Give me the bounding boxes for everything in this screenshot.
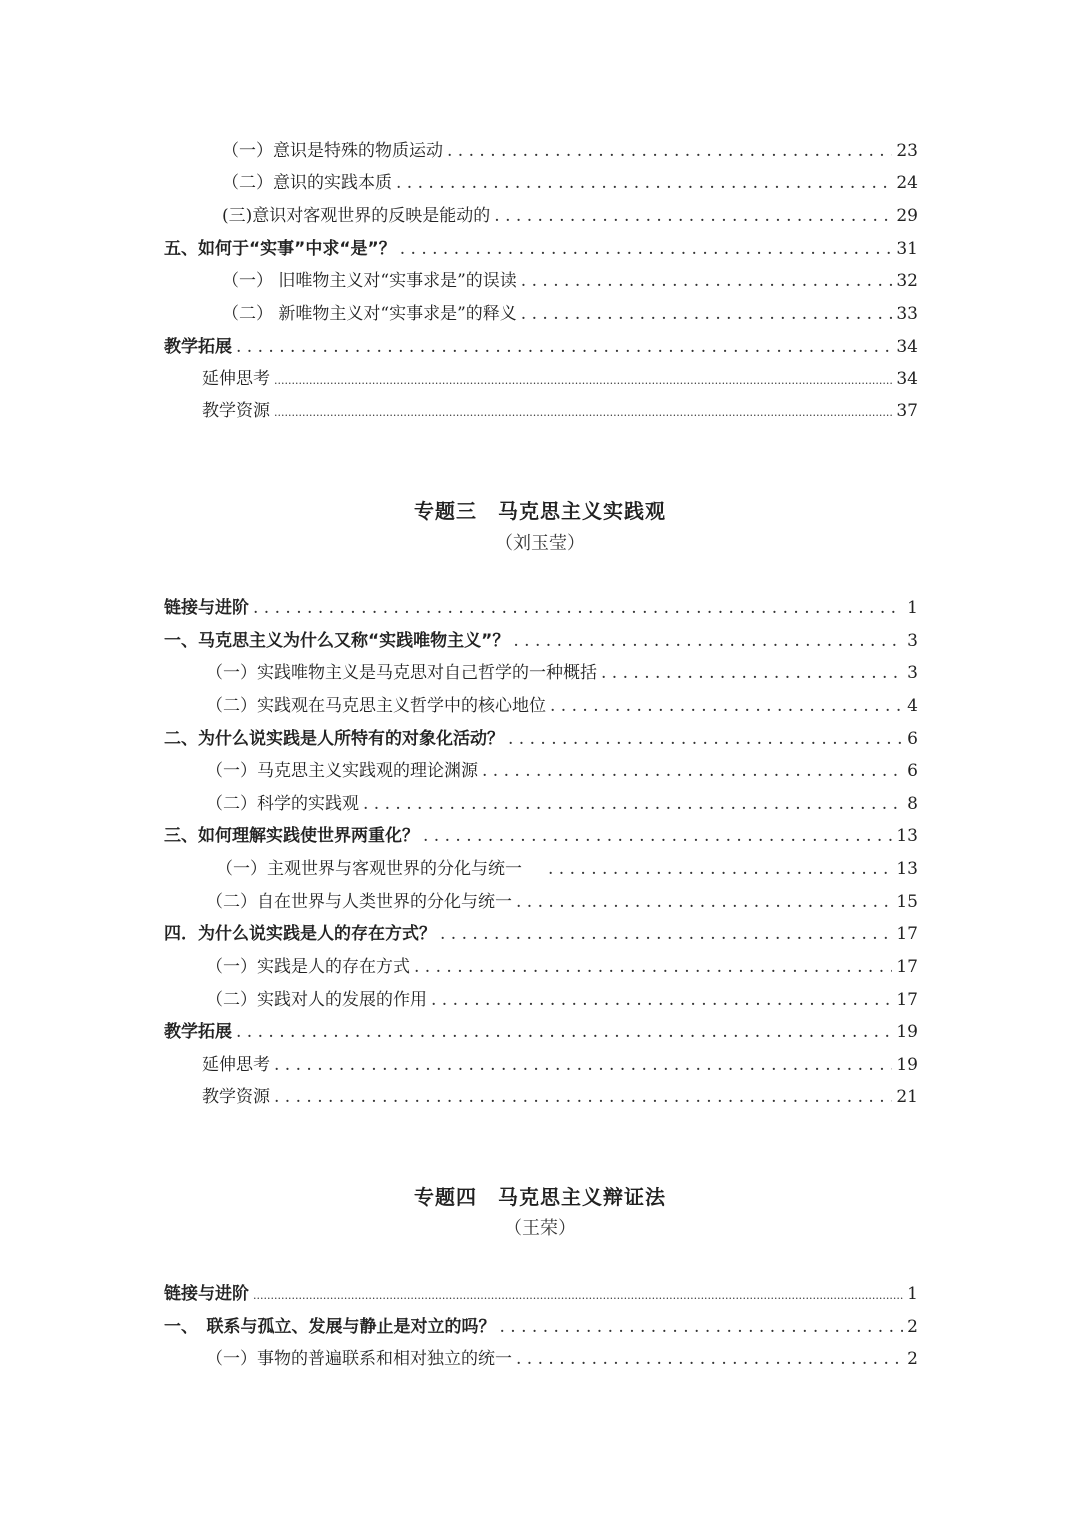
toc-entry[interactable] [164,335,918,359]
topic-author: （刘玉莹） [495,533,585,554]
toc-entry-page: 2 [907,1317,918,1337]
toc-entry-label: 教学拓展 [164,1022,232,1042]
toc-entry-label: 一、 联系与孤立、发展与静止是对立的吗？ [164,1317,496,1337]
toc-entry[interactable] [206,792,918,816]
toc-entry-label: 二、为什么说实践是人所特有的对象化活动？ [164,729,504,749]
toc-entry-label: 链接与进阶 [164,1284,249,1304]
toc-entry[interactable] [164,1282,918,1306]
dot-leader [400,237,893,261]
dot-leader [274,367,892,393]
dot-leader [482,759,903,783]
toc-entry-label: （一）意识是特殊的物质运动 [222,141,443,161]
toc-entry-label: （一） 旧唯物主义对“实事求是”的误读 [222,271,517,291]
toc-entry-label: （二）实践观在马克思主义哲学中的核心地位 [206,696,546,716]
dot-leader [253,1282,903,1308]
toc-entry-label: （一）实践是人的存在方式 [206,957,410,977]
toc-entry[interactable] [164,727,918,751]
dot-leader [274,1085,892,1109]
dot-leader [363,792,903,816]
toc-entry-label: 教学资源 [202,1087,270,1107]
dot-leader [447,139,892,163]
toc-entry[interactable] [164,596,918,620]
toc-entry[interactable] [164,1315,918,1339]
toc-entry[interactable] [206,988,918,1012]
toc-entry[interactable] [164,629,918,653]
dot-leader [440,922,892,946]
toc-entry-page: 29 [896,206,918,226]
toc-entry-label: （二） 新唯物主义对“实事求是”的释义 [222,304,517,324]
toc-entry-page: 33 [896,304,918,324]
toc-entry-label: （一）实践唯物主义是马克思对自己哲学的一种概括 [206,663,597,683]
dot-leader [601,661,903,685]
toc-entry[interactable] [222,269,918,293]
toc-entry-page: 6 [907,729,918,749]
dot-leader [516,890,892,914]
toc-entry[interactable] [164,922,918,946]
toc-entry-page: 19 [896,1055,918,1075]
toc-entry-label: 一、马克思主义为什么又称“实践唯物主义”？ [164,631,510,651]
toc-entry-label: （二）科学的实践观 [206,794,359,814]
toc-entry-page: 1 [907,598,918,618]
toc-entry[interactable] [206,759,918,783]
dot-leader [274,399,892,425]
toc-entry[interactable] [206,955,918,979]
toc-entry-label: （一）事物的普遍联系和相对独立的统一 [206,1349,512,1369]
toc-entry-page: 21 [896,1087,918,1107]
dot-leader [508,727,903,751]
topic-author: （王荣） [504,1218,576,1239]
dot-leader [396,171,892,195]
toc-entry-page: 8 [907,794,918,814]
toc-entry[interactable] [164,824,918,848]
toc-entry-label: 教学资源 [202,401,270,421]
toc-entry-page: 37 [896,401,918,421]
dot-leader [550,694,903,718]
toc-entry-page: 3 [907,663,918,683]
dot-leader [494,204,892,228]
toc-entry[interactable] [202,367,918,391]
dot-leader [513,629,903,653]
dot-leader [431,988,892,1012]
toc-entry-page: 23 [896,141,918,161]
toc-entry-page: 13 [896,826,918,846]
dot-leader [423,824,892,848]
toc-entry[interactable] [222,171,918,195]
toc-entry[interactable] [164,1020,918,1044]
toc-entry[interactable] [206,661,918,685]
toc-entry-page: 17 [896,957,918,977]
toc-entry-page: 4 [907,696,918,716]
dot-leader [236,335,892,359]
toc-entry-page: 1 [907,1284,918,1304]
dot-leader [521,269,893,293]
toc-entry-page: 34 [896,369,918,389]
dot-leader [236,1020,892,1044]
toc-entry-label: （二）实践对人的发展的作用 [206,990,427,1010]
toc-entry[interactable] [206,1347,918,1371]
toc-entry-label: 三、如何理解实践使世界两重化？ [164,826,419,846]
toc-entry-label: （二）意识的实践本质 [222,173,392,193]
toc-entry[interactable] [164,237,918,261]
toc-entry[interactable] [202,399,918,423]
toc-entry-page: 19 [896,1022,918,1042]
toc-entry-page: 13 [896,859,918,879]
toc-entry-page: 24 [896,173,918,193]
topic-title: 专题三 马克思主义实践观 [414,499,666,523]
dot-leader [253,596,903,620]
toc-entry[interactable] [206,890,918,914]
toc-entry-label: （一）主观世界与客观世界的分化与统一 [216,859,522,879]
topic-title: 专题四 马克思主义辩证法 [414,1185,666,1209]
toc-entry-label: 五、如何于“实事”中求“是”？ [164,239,396,259]
toc-entry-page: 34 [896,337,918,357]
toc-entry[interactable] [216,857,918,881]
toc-entry-label: 链接与进阶 [164,598,249,618]
toc-entry-label: 延伸思考 [202,369,270,389]
toc-entry[interactable] [222,204,918,228]
toc-entry[interactable] [206,694,918,718]
toc-entry-label: 延伸思考 [202,1055,270,1075]
toc-entry-label: （一）马克思主义实践观的理论渊源 [206,761,478,781]
toc-entry[interactable] [202,1053,918,1077]
toc-entry-page: 32 [896,271,918,291]
toc-entry[interactable] [222,139,918,163]
dot-leader [521,302,893,326]
dot-leader [548,857,892,881]
toc-entry[interactable] [222,302,918,326]
toc-entry-page: 3 [907,631,918,651]
toc-entry-page: 2 [907,1349,918,1369]
toc-entry-page: 17 [896,990,918,1010]
dot-leader [516,1347,903,1371]
dot-leader [274,1053,892,1077]
toc-entry-page: 15 [896,892,918,912]
toc-entry[interactable] [202,1085,918,1109]
toc-entry-label: (三)意识对客观世界的反映是能动的 [222,206,491,226]
toc-entry-label: 教学拓展 [164,337,232,357]
toc-entry-page: 6 [907,761,918,781]
toc-entry-label: （二）自在世界与人类世界的分化与统一 [206,892,512,912]
dot-leader [414,955,892,979]
toc-entry-label: 四．为什么说实践是人的存在方式？ [164,924,436,944]
dot-leader [500,1315,904,1339]
toc-entry-page: 17 [896,924,918,944]
toc-entry-page: 31 [896,239,918,259]
